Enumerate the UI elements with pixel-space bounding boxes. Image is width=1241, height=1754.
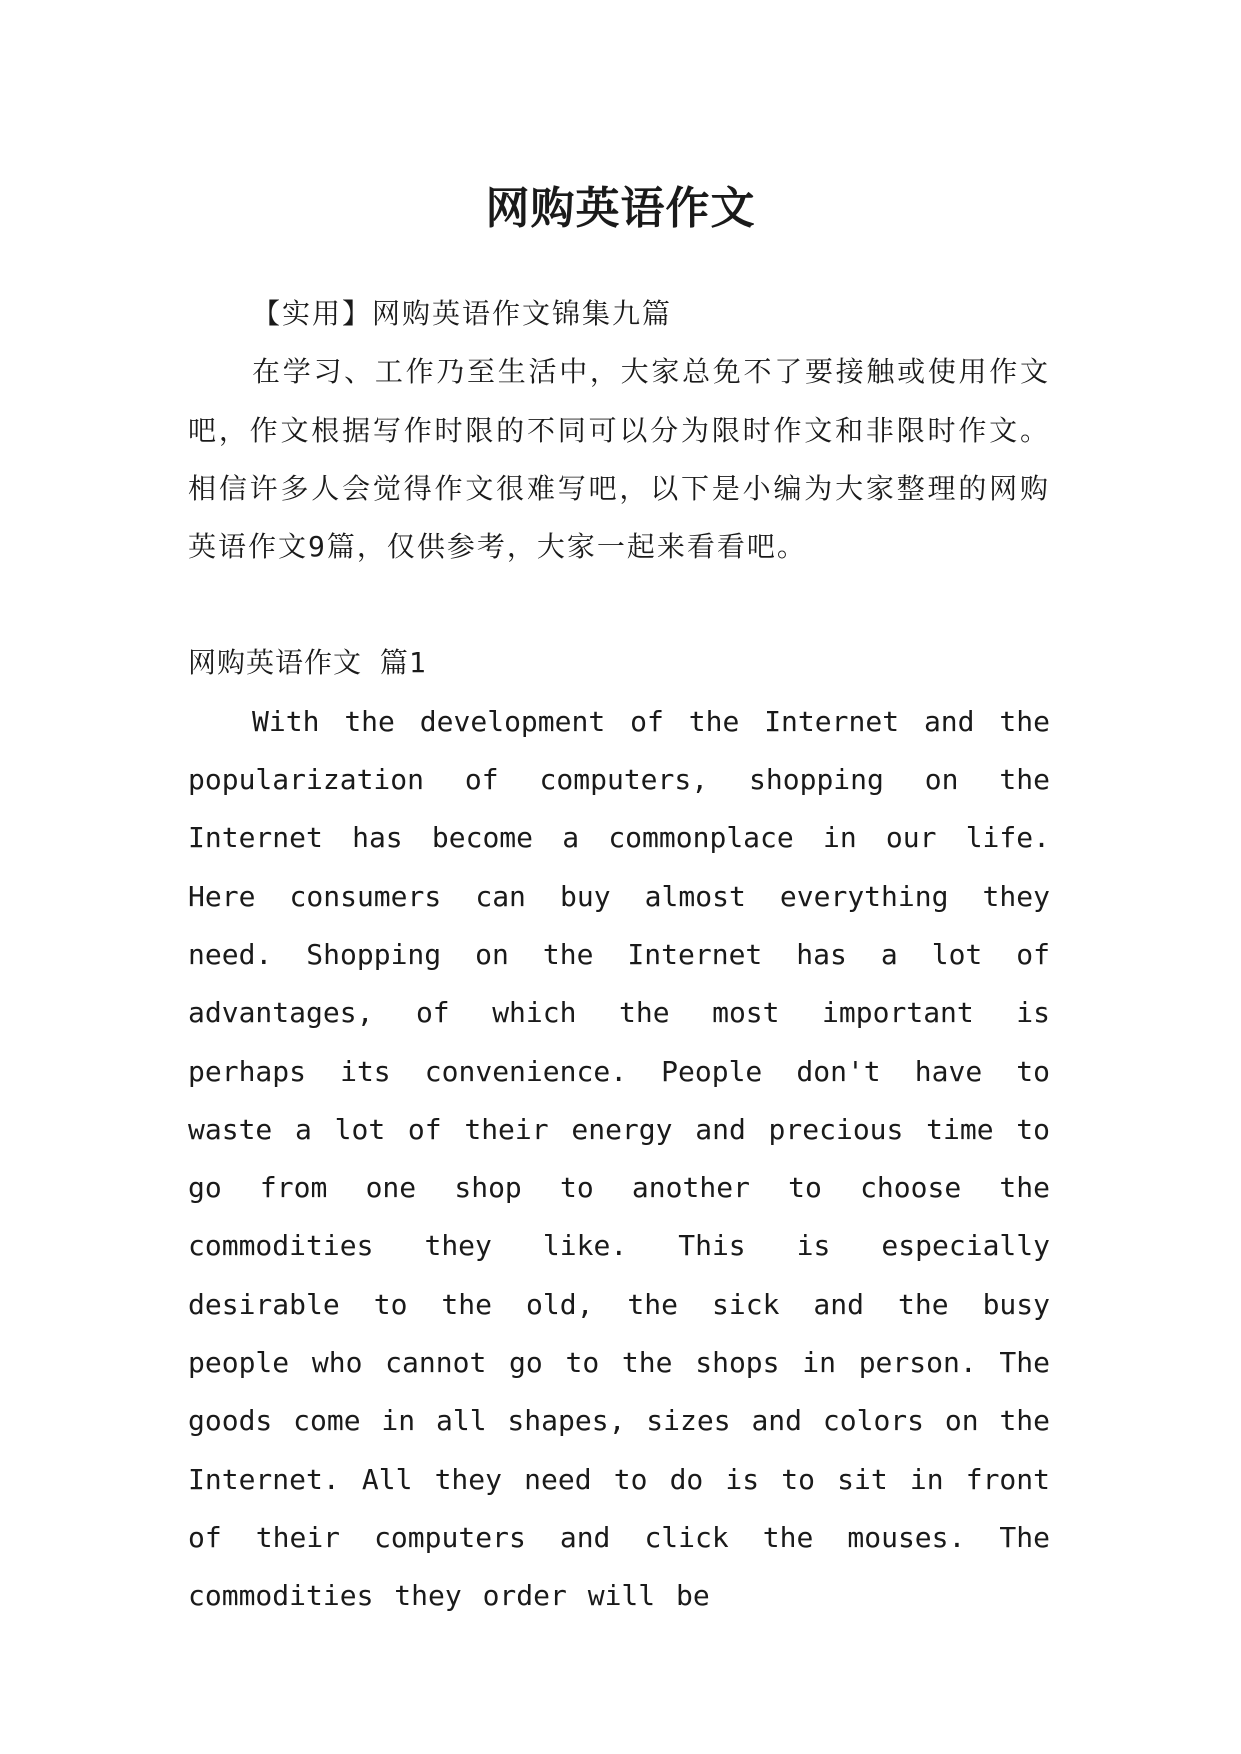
paragraph-spacer bbox=[188, 576, 1050, 634]
intro-paragraph: 在学习、工作乃至生活中，大家总免不了要接触或使用作文吧，作文根据写作时限的不同可以分为限时作文和非限时作文。相信许多人会觉得作文很难写吧，以下是小编为大家整理的网购英语作文9篇，仅供参考，大家一起来看看吧。 bbox=[188, 355, 1050, 564]
section-paragraph: With the development of the Internet and the popularization of computers, shopping on the Internet has become a commonplace in our life. Here consumers can buy almost everything they need. Shopping on the Internet has a lot of advantages, of which the most important is perhaps its convenience. People don't have to waste a lot of their energy and precious time to go from one shop to another to choose the commodities they like. This is especially desirable to the old, the sick and the busy people who cannot go to the shops in person. The goods come in all shapes, sizes and colors on the Internet. All they need to do is to sit in front of their computers and click the mouses. The commodities they order will be bbox=[188, 704, 1051, 1613]
document-body bbox=[188, 285, 1050, 1626]
document-subtitle: 【实用】网购英语作文锦集九篇 bbox=[252, 297, 673, 330]
document-title: 网购英语作文 bbox=[485, 183, 756, 235]
section-heading: 网购英语作文 篇1 bbox=[188, 646, 427, 680]
